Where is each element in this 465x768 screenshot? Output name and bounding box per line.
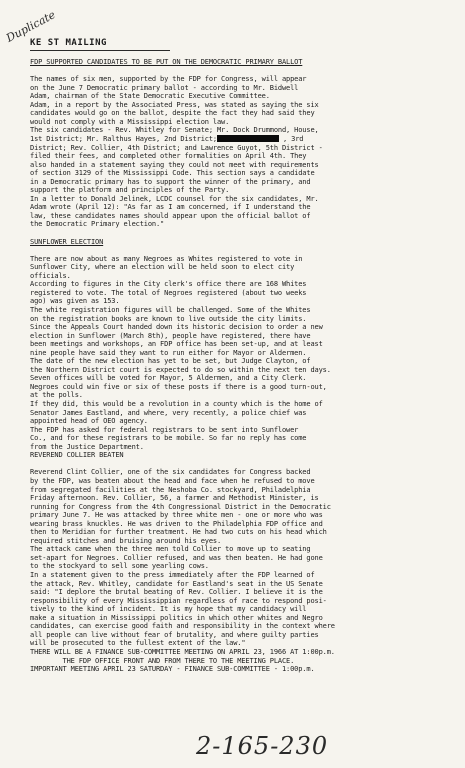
body-line: required stitches and bruising around his eyes. [30, 536, 222, 545]
body-line: on the June 7 Democratic primary ballot - according to Mr. Bidwell [30, 83, 299, 92]
body-line: The white registration figures will be challenged. Some of the Whites [30, 305, 311, 314]
body-line: in a Democratic primary has to support the winner of the primary, and [30, 177, 311, 186]
body-line: on the registration books are known to live outside the city limits. [30, 314, 307, 323]
body-line: to the stockyard to sell some yearling cows. [30, 562, 209, 571]
body-line: running for Congress from the 4th Congressional District in the Democratic [30, 502, 331, 511]
body-line: candidates, can exercise good faith and responsibility in the context where [30, 622, 335, 631]
body-line: wearing brass knuckles. He was driven to the Philadelphia FDP office and [30, 519, 323, 528]
body-line: Negroes could win five or six of these posts if there is a good turn-out, [30, 382, 327, 391]
body-line: set-apart for Negroes. Collier refused, and was then beaten. He had gone [30, 553, 323, 562]
body-line: from the Justice Department. [30, 442, 144, 451]
body-line: THERE WILL BE A FINANCE SUB-COMMITTEE MEETING ON APRIL 23, 1966 AT 1:00p.m. [30, 647, 335, 656]
body-line: of section 3129 of the Mississippi Code. This section says a candidate [30, 169, 315, 178]
body-line: been meetings and workshops, an FDP office has been set-up, and at least [30, 340, 323, 349]
document-header: KE ST MAILING [30, 38, 107, 48]
body-line: THE FDP OFFICE FRONT AND FROM THERE TO THE MEETING PLACE. [30, 656, 295, 665]
body-line: responsibility of every Mississippian regardless of race to respond posi- [30, 596, 327, 605]
body-line: said: "I deplore the brutal beating of Rev. Collier. I believe it is the [30, 588, 323, 597]
redaction-bar [217, 135, 279, 142]
body-line: will be prosecuted to the fullest extent of the law." [30, 639, 246, 648]
body-line: the Democratic Primary election." [30, 220, 165, 229]
body-line: then to Meridian for further treatment. He had two cuts on his head which [30, 528, 327, 537]
page-number: 2-165-230 [196, 732, 329, 760]
body-line: Seven offices will be voted for Mayor, 5 Aldermen, and a City Clerk. [30, 374, 307, 383]
body-line: REVEREND COLLIER BEATEN [30, 451, 124, 460]
body-line: filed their fees, and completed other formalities on April 4th. They [30, 152, 307, 161]
body-line: nine people have said they want to run either for Mayor or Aldermen. [30, 348, 307, 357]
body-line: Since the Appeals Court handed down its historic decision to order a new [30, 323, 323, 332]
body-line: In a letter to Donald Jelinek, LCDC counsel for the six candidates, Mr. [30, 194, 319, 203]
body-line: IMPORTANT MEETING APRIL 23 SATURDAY - FINANCE SUB-COMMITTEE - 1:00p.m. [30, 665, 315, 674]
body-line: Reverend Clint Collier, one of the six candidates for Congress backed [30, 468, 311, 477]
body-line: There are now about as many Negroes as Whites registered to vote in [30, 254, 303, 263]
body-line: election in Sunflower (March 8th), people have registered, there have [30, 331, 311, 340]
section-heading: FDP SUPPORTED CANDIDATES TO BE PUT ON THE DEMOCRATIC PRIMARY BALLOT [30, 58, 303, 66]
body-line: The six candidates - Rev. Whitley for Senate; Mr. Dock Drummond, House, [30, 126, 319, 135]
body-line: all people can live without fear of brutality, and where guilty parties [30, 630, 319, 639]
body-line: registered to vote. The total of Negroes registered (about two weeks [30, 288, 307, 297]
body-line: at the polls. [30, 391, 83, 400]
body-line: In a statement given to the press immediately after the FDP learned of [30, 571, 315, 579]
body-line: If they did, this would be a revolution in a county which is the home of [30, 400, 323, 408]
body-line: law, these candidates names should appear upon the official ballot of [30, 211, 311, 220]
body-line: make a situation in Mississippi politics in which other whites and Negro [30, 613, 323, 622]
body-line: Co., and for these registrars to be mobile. So far no reply has come [30, 434, 307, 443]
body-line: Senator James Eastland, and where, very recently, a police chief was [30, 408, 307, 417]
body-line: The attack came when the three men told Collier to move up to seating [30, 545, 311, 554]
body-line: would not comply with a Mississippi election law. [30, 117, 230, 126]
body-line: The names of six men, supported by the FDP for Congress, will appear [30, 75, 307, 84]
body-line: Sunflower City, where an election will be held soon to elect city [30, 263, 295, 272]
body-line: from segregated facilities at the Neshoba Co. stockyard, Philadelphia [30, 485, 311, 494]
body-line: by the FDP, was beaten about the head and face when he refused to move [30, 476, 315, 485]
body-line: also handed in a statement saying they could not meet with requirements [30, 160, 319, 169]
body-line: the attack, Rev. Whitley, candidate for Eastland's seat in the US Senate [30, 579, 323, 588]
body-line: support the platform and principles of the Party. [30, 186, 230, 195]
body-line: the Northern District court is expected to do so within the next ten days. [30, 365, 331, 374]
header-divider [30, 50, 170, 51]
body-line: ago) was given as 153. [30, 297, 120, 306]
body-line: Friday afternoon. Rev. Collier, 56, a farmer and Methodist Minister, is [30, 494, 319, 503]
section-heading: SUNFLOWER ELECTION [30, 237, 104, 246]
body-line: Adam, in a report by the Associated Press, was stated as saying the six [30, 100, 319, 109]
body-line: officials. [30, 271, 71, 280]
body-line: District; Rev. Collier, 4th District; and Lawrence Guyot, 5th District - [30, 143, 323, 152]
body-line: Adam wrote (April 12): "As far as I am concerned, if I understand the [30, 203, 311, 212]
body-line: According to figures in the City clerk's office there are 168 Whites [30, 280, 307, 289]
body-line: The date of the new election has yet to be set, but Judge Clayton, of [30, 357, 311, 366]
body-line: primary June 7. He was attacked by three white men - one or more who was [30, 511, 323, 520]
body-line: 1st District; Mr. Ralthus Hayes, 2nd District; , 3rd [30, 134, 304, 143]
body-line: candidates would go on the ballot, despite the fact they had said they [30, 109, 315, 118]
body-line: appointed head of OEO agency. [30, 417, 148, 426]
body-line: The FDP has asked for federal registrars to be sent into Sunflower [30, 425, 299, 434]
body-line: tively to the kind of incident. It is my hope that my candidacy will [30, 605, 307, 614]
body-line: Adam, chairman of the State Democratic Executive Committee. [30, 92, 270, 101]
handwritten-note: Duplicate [4, 8, 58, 45]
